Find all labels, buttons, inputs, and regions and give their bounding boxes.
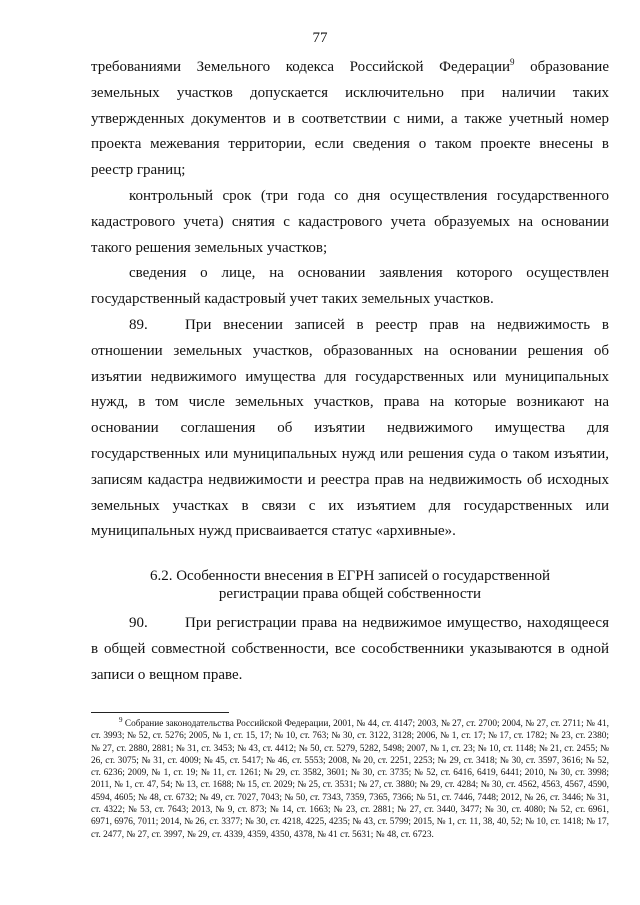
footnote-text: Собрание законодательства Российской Федерации, 2001, № 44, ст. 4147; 2003, № 27, ст. 2700; 2004, № 27, ст. 2711; № 41, ст. 3993; № 52, ст. 5276; 2005, № 1, ст. 15, 17; № 10, ст. 763; № 30, ст. 3122, 3128; 2006, № 1, ст. 17; № 17, ст. 1782; № 23, ст. 2380; № 27, ст. 2880, 2881; № 31, ст. 3453; № 43, ст. 4412; № 50, ст. 5279, 5282, 5498; 2007, № 1, ст. 23; № 10, ст. 1148; № 21, ст. 2455; № 26, ст. 3075; № 31, ст. 4009; № 45, ст. 5417; № 46, ст. 5553; 2008, № 20, ст. 2251, 2253; № 29, ст. 3418; № 30, ст. 3597, 3616; № 52, ст. 6236; 2009, № 1, ст. 19; № 11, ст. 1261; № 29, ст. 3582, 3601; № 30, ст. 3735; № 52, ст. 6416, 6419, 6441; 2010, № 30, ст. 3998; 2011, № 1, ст. 47, 54; № 13, ст. 1688; № 15, ст. 2029; № 25, ст. 3531; № 27, ст. 3880; № 29, ст. 4284; № 30, ст. 4562, 4563, 4567, 4590, 4594, 4605; № 48, ст. 6732; № 49, ст. 7027, 7043; № 50, ст. 7343, 7359, 7365, 7366; № 51, ст. 7446, 7448; 2012, № 26, ст. 3446; № 31, ст. 4322; № 53, ст. 7643; 2013, № 9, ст. 873; № 14, ст. 1663; № 23, ст. 2881; № 27, ст. 3440, 3477; № 30, ст. 4080; № 52, ст. 6961, 6971, 6976, 7011; 2014, № 26, ст. 3377; № 30, ст. 4218, 4225, 4235; № 43, ст. 5799; 2015, № 1, ст. 11, 38, 40, 52; № 10, ст. 1418; № 17, ст. 2477, № 27, ст. 3997, № 29, ст. 4339, 4359, 4350, 4378, № 41 ст. 5631; № 48, ст. 6723. [91, 719, 609, 840]
footnote-reference: 9 [510, 57, 515, 67]
paragraph-text: При регистрации права на недвижимое имущество, находящееся в общей совместной собственности, все сособственники указываются в одной записи о вещном праве. [91, 615, 609, 683]
paragraph-text: При внесении записей в реестр прав на недвижимость в отношении земельных участков, образованных на основании решения об изъятии недвижимого имущества для государственных или муниципальных нужд, в том числе земельных участков, права на которые возникают на основании соглашения об изъятии недвижимого имущества для государственных или муниципальных нужд или решения суда о таком изъятии, записям кадастра недвижимости и реестра прав на недвижимость об исходных земельных участках в связи с их изъятием для государственных или муниципальных нужд присваивается статус «архивные». [91, 316, 609, 540]
footnote-mark: 9 [119, 716, 123, 724]
document-body [91, 55, 609, 689]
paragraph-90 [91, 611, 609, 688]
paragraph-control-term: контрольный срок (три года со дня осуществления государственного кадастрового учета) снятия с кадастрового учета образуемых на основании такого решения земельных участков; [91, 187, 609, 256]
paragraph-89 [91, 313, 609, 545]
footnote [91, 718, 609, 841]
paragraph-number: 89. [129, 316, 148, 333]
section-heading-line2: регистрации права общей собственности [218, 586, 482, 603]
footnote-separator [91, 712, 229, 713]
paragraph-text-after: образование земельных участков допускается исключительно при наличии таких утвержденных документов и в соответствии с ними, а также учетный номер проекта межевания территории, если сведения о таком проекте внесены в реестр границ; [91, 59, 609, 179]
paragraph-number: 90. [129, 615, 148, 632]
paragraph-continuation [91, 55, 609, 184]
paragraph-text: требованиями Земельного кодекса Российской Федерации [91, 59, 510, 75]
paragraph-applicant-info: сведения о лице, на основании заявления которого осуществлен государственный кадастровый учет таких земельных участков. [91, 265, 609, 308]
page-number: 77 [312, 30, 328, 46]
section-heading-line1: 6.2. Особенности внесения в ЕГРН записей о государственной [149, 568, 551, 585]
section-heading [91, 567, 609, 603]
